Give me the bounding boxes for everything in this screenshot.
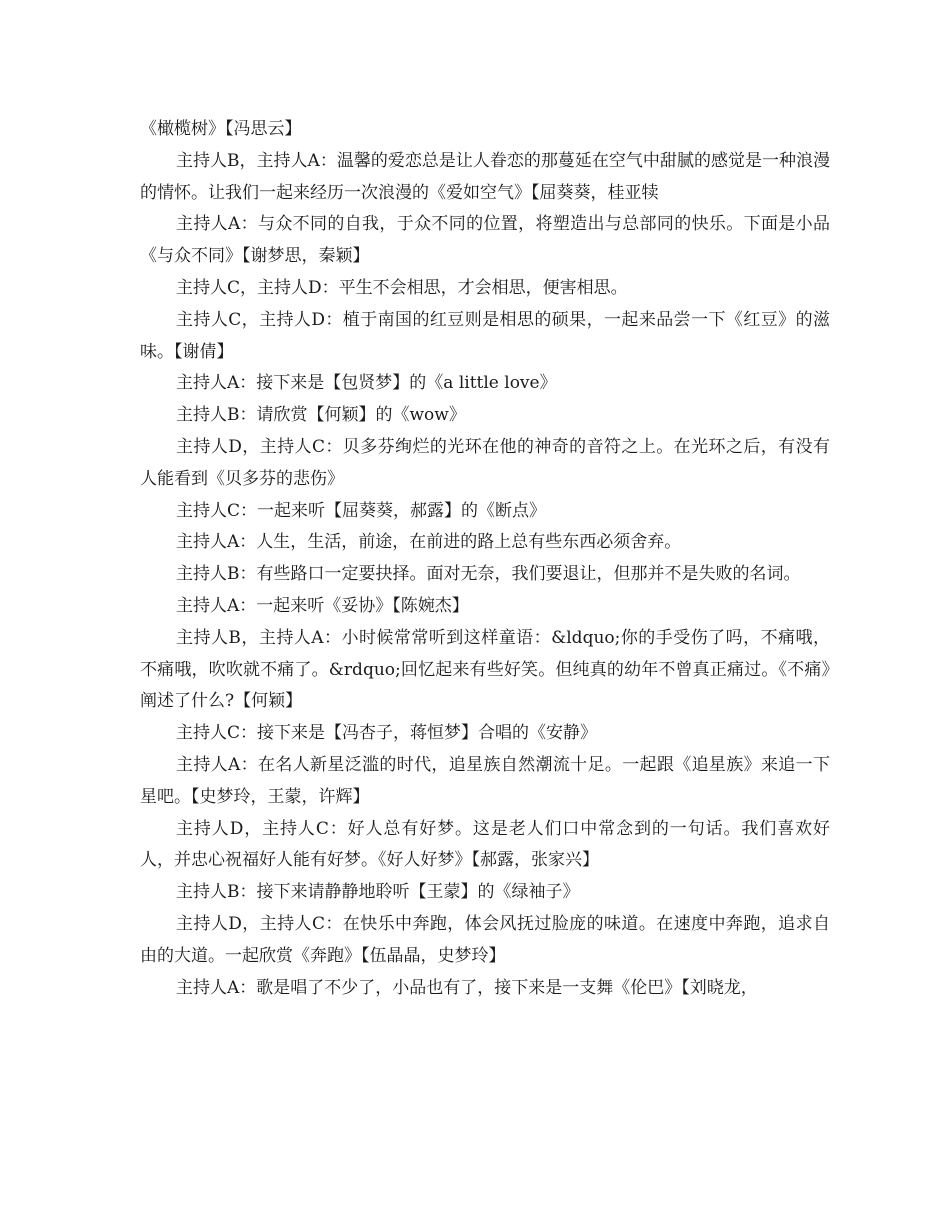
paragraph: 主持人B，主持人A：小时候常常听到这样童语：&ldquo;你的手受伤了吗，不痛哦，不痛哦，吹吹就不痛了。&rdquo;回忆起来有些好笑。但纯真的幼年不曾真正痛过。《不痛》阐述了什么?【何颖】 [140, 627, 830, 712]
document-body [140, 114, 830, 1004]
paragraph: 主持人A：接下来是【包贤梦】的《a little love》 [176, 373, 557, 394]
paragraph: 主持人B：接下来请静静地聆听【王蒙】的《绿袖子》 [176, 882, 580, 903]
paragraph: 主持人C，主持人D：植于南国的红豆则是相思的硕果，一起来品尝一下《红豆》的滋味。【谢倩】 [140, 309, 830, 362]
paragraph: 主持人D，主持人C：贝多芬绚烂的光环在他的神奇的音符之上。在光环之后，有没有人能看到《贝多芬的悲伤》 [140, 436, 830, 489]
paragraph: 主持人D，主持人C：好人总有好梦。这是老人们口中常念到的一句话。我们喜欢好人，并忠心祝福好人能有好梦。《好人好梦》【郝露，张家兴】 [140, 818, 830, 871]
paragraph: 主持人C，主持人D：平生不会相思，才会相思，便害相思。 [176, 277, 628, 298]
paragraph: 主持人B：有些路口一定要抉择。面对无奈，我们要退让，但那并不是失败的名词。 [176, 564, 801, 585]
paragraph: 主持人D，主持人C：在快乐中奔跑，体会风抚过脸庞的味道。在速度中奔跑，追求自由的大道。一起欣赏《奔跑》【伍晶晶，史梦玲】 [140, 913, 830, 966]
paragraph: 主持人A：与众不同的自我，于众不同的位置，将塑造出与总部同的快乐。下面是小品《与众不同》【谢梦思，秦颖】 [140, 214, 830, 267]
paragraph: 主持人A：在名人新星泛滥的时代，追星族自然潮流十足。一起跟《追星族》来追一下星吧。【史梦玲，王蒙，许辉】 [140, 754, 830, 807]
paragraph: 主持人B，主持人A：温馨的爱恋总是让人眷恋的那蔓延在空气中甜腻的感觉是一种浪漫的情怀。让我们一起来经历一次浪漫的《爱如空气》【屈葵葵，桂亚犊 [140, 150, 830, 203]
paragraph: 主持人A：歌是唱了不少了，小品也有了，接下来是一支舞《伦巴》【刘晓龙， [176, 977, 758, 998]
paragraph: 主持人C：接下来是【冯杏子，蒋恒梦】合唱的《安静》 [176, 723, 598, 744]
paragraph: 主持人C：一起来听【屈葵葵，郝露】的《断点》 [176, 500, 547, 521]
paragraph: 主持人A：人生，生活，前途，在前进的路上总有些东西必须舍弃。 [176, 532, 682, 553]
paragraph: 主持人B：请欣赏【何颖】的《wow》 [176, 405, 466, 426]
paragraph: 《橄榄树》【冯思云】 [140, 119, 302, 139]
paragraph: 主持人A：一起来听《妥协》【陈婉杰】 [176, 595, 469, 616]
